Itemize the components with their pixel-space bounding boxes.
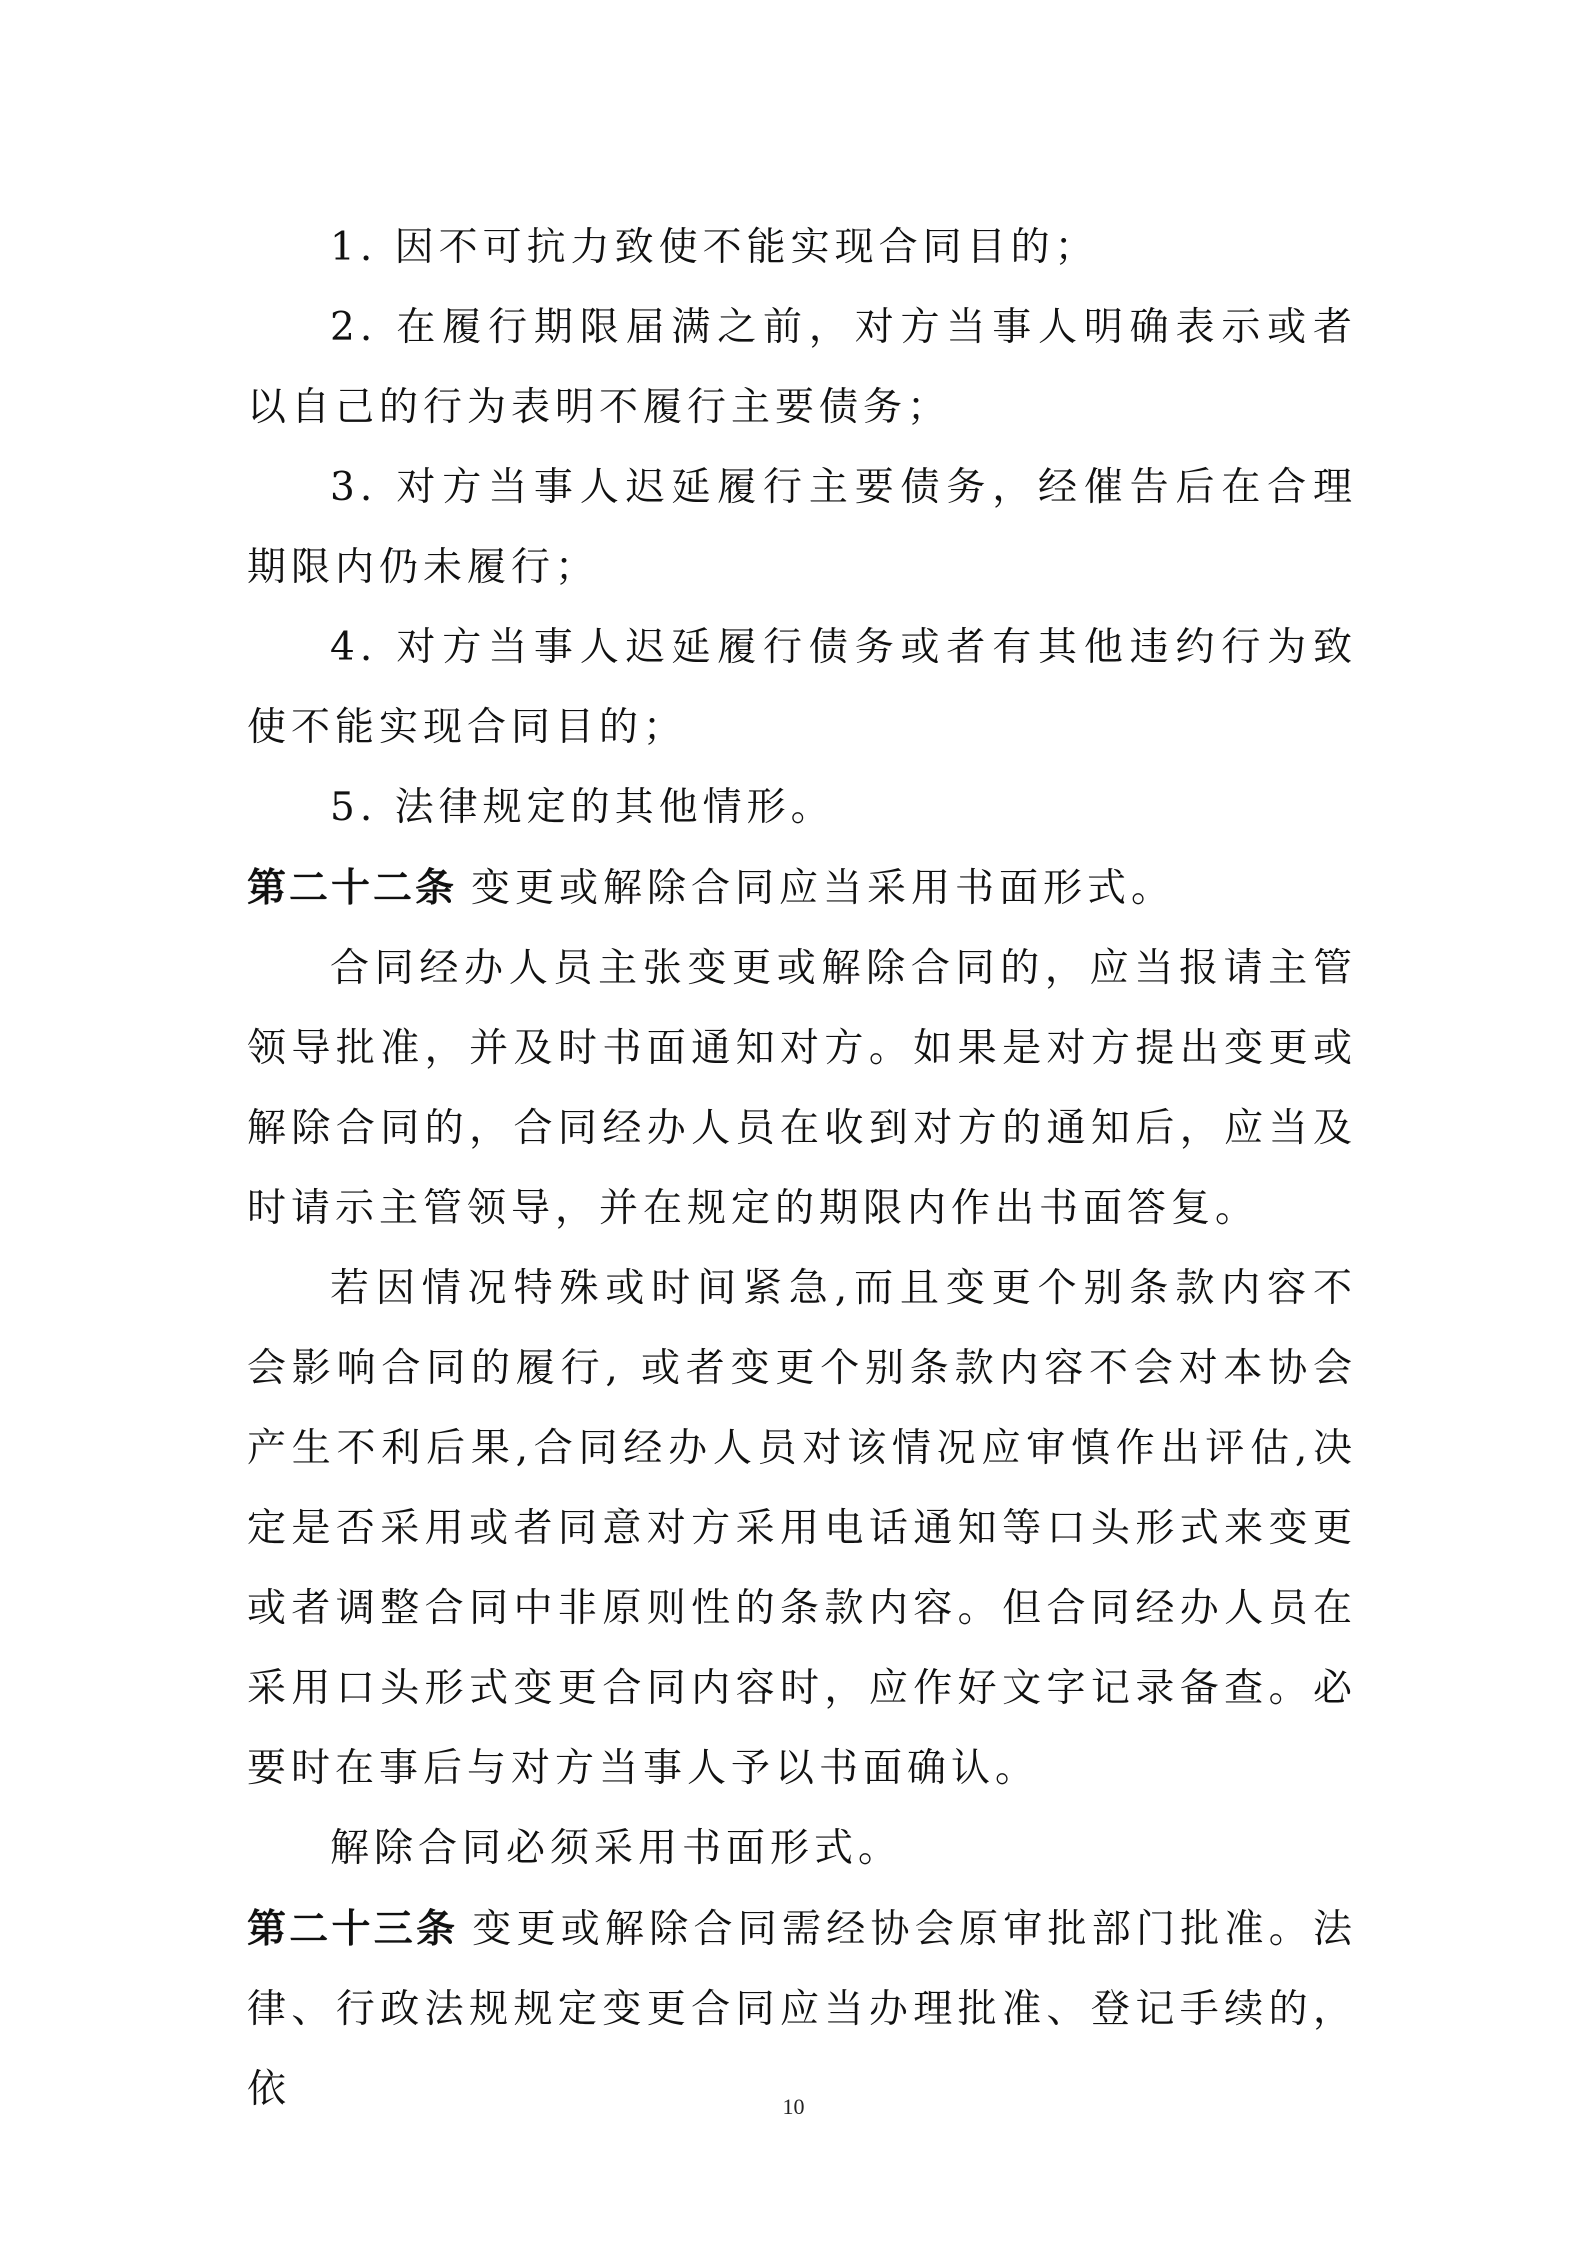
list-item-4: 4. 对方当事人迟延履行债务或者有其他违约行为致使不能实现合同目的； xyxy=(247,625,1357,750)
list-item-3: 3. 对方当事人迟延履行主要债务，经催告后在合理期限内仍未履行； xyxy=(247,465,1357,590)
list-item-5: 5. 法律规定的其他情形。 xyxy=(330,785,835,830)
article-22-text: 变更或解除合同应当采用书面形式。 xyxy=(471,866,1176,911)
list-item-2: 2. 在履行期限届满之前，对方当事人明确表示或者以自己的行为表明不履行主要债务； xyxy=(247,305,1357,430)
article-22-paragraph-3: 解除合同必须采用书面形式。 xyxy=(330,1826,903,1871)
list-item-1: 1. 因不可抗力致使不能实现合同目的； xyxy=(330,225,1099,270)
article-23-label: 第二十三条 xyxy=(247,1906,459,1952)
article-22-paragraph-1: 合同经办人员主张变更或解除合同的，应当报请主管领导批准，并及时书面通知对方。如果是对方提出变更或解除合同的，合同经办人员在收到对方的通知后，应当及时请示主管领导，并在规定的期限内作出书面答复。 xyxy=(247,946,1357,1231)
document-body xyxy=(247,208,1357,2130)
article-22-paragraph-2: 若因情况特殊或时间紧急,而且变更个别条款内容不会影响合同的履行, 或者变更个别条款内容不会对本协会产生不利后果,合同经办人员对该情况应审慎作出评估,决定是否采用或者同意对方采用电话通知等口头形式来变更或者调整合同中非原则性的条款内容。但合同经办人员在采用口头形式变更合同内容时，应作好文字记录备查。必要时在事后与对方当事人予以书面确认。 xyxy=(247,1266,1357,1791)
article-22-label: 第二十二条 xyxy=(247,865,458,911)
page-number: 10 xyxy=(782,2094,805,2119)
article-22-heading xyxy=(247,848,1357,929)
article-23-text: 变更或解除合同需经协会原审批部门批准。法律、行政法规规定变更合同应当办理批准、登记手续的，依 xyxy=(247,1907,1357,2112)
